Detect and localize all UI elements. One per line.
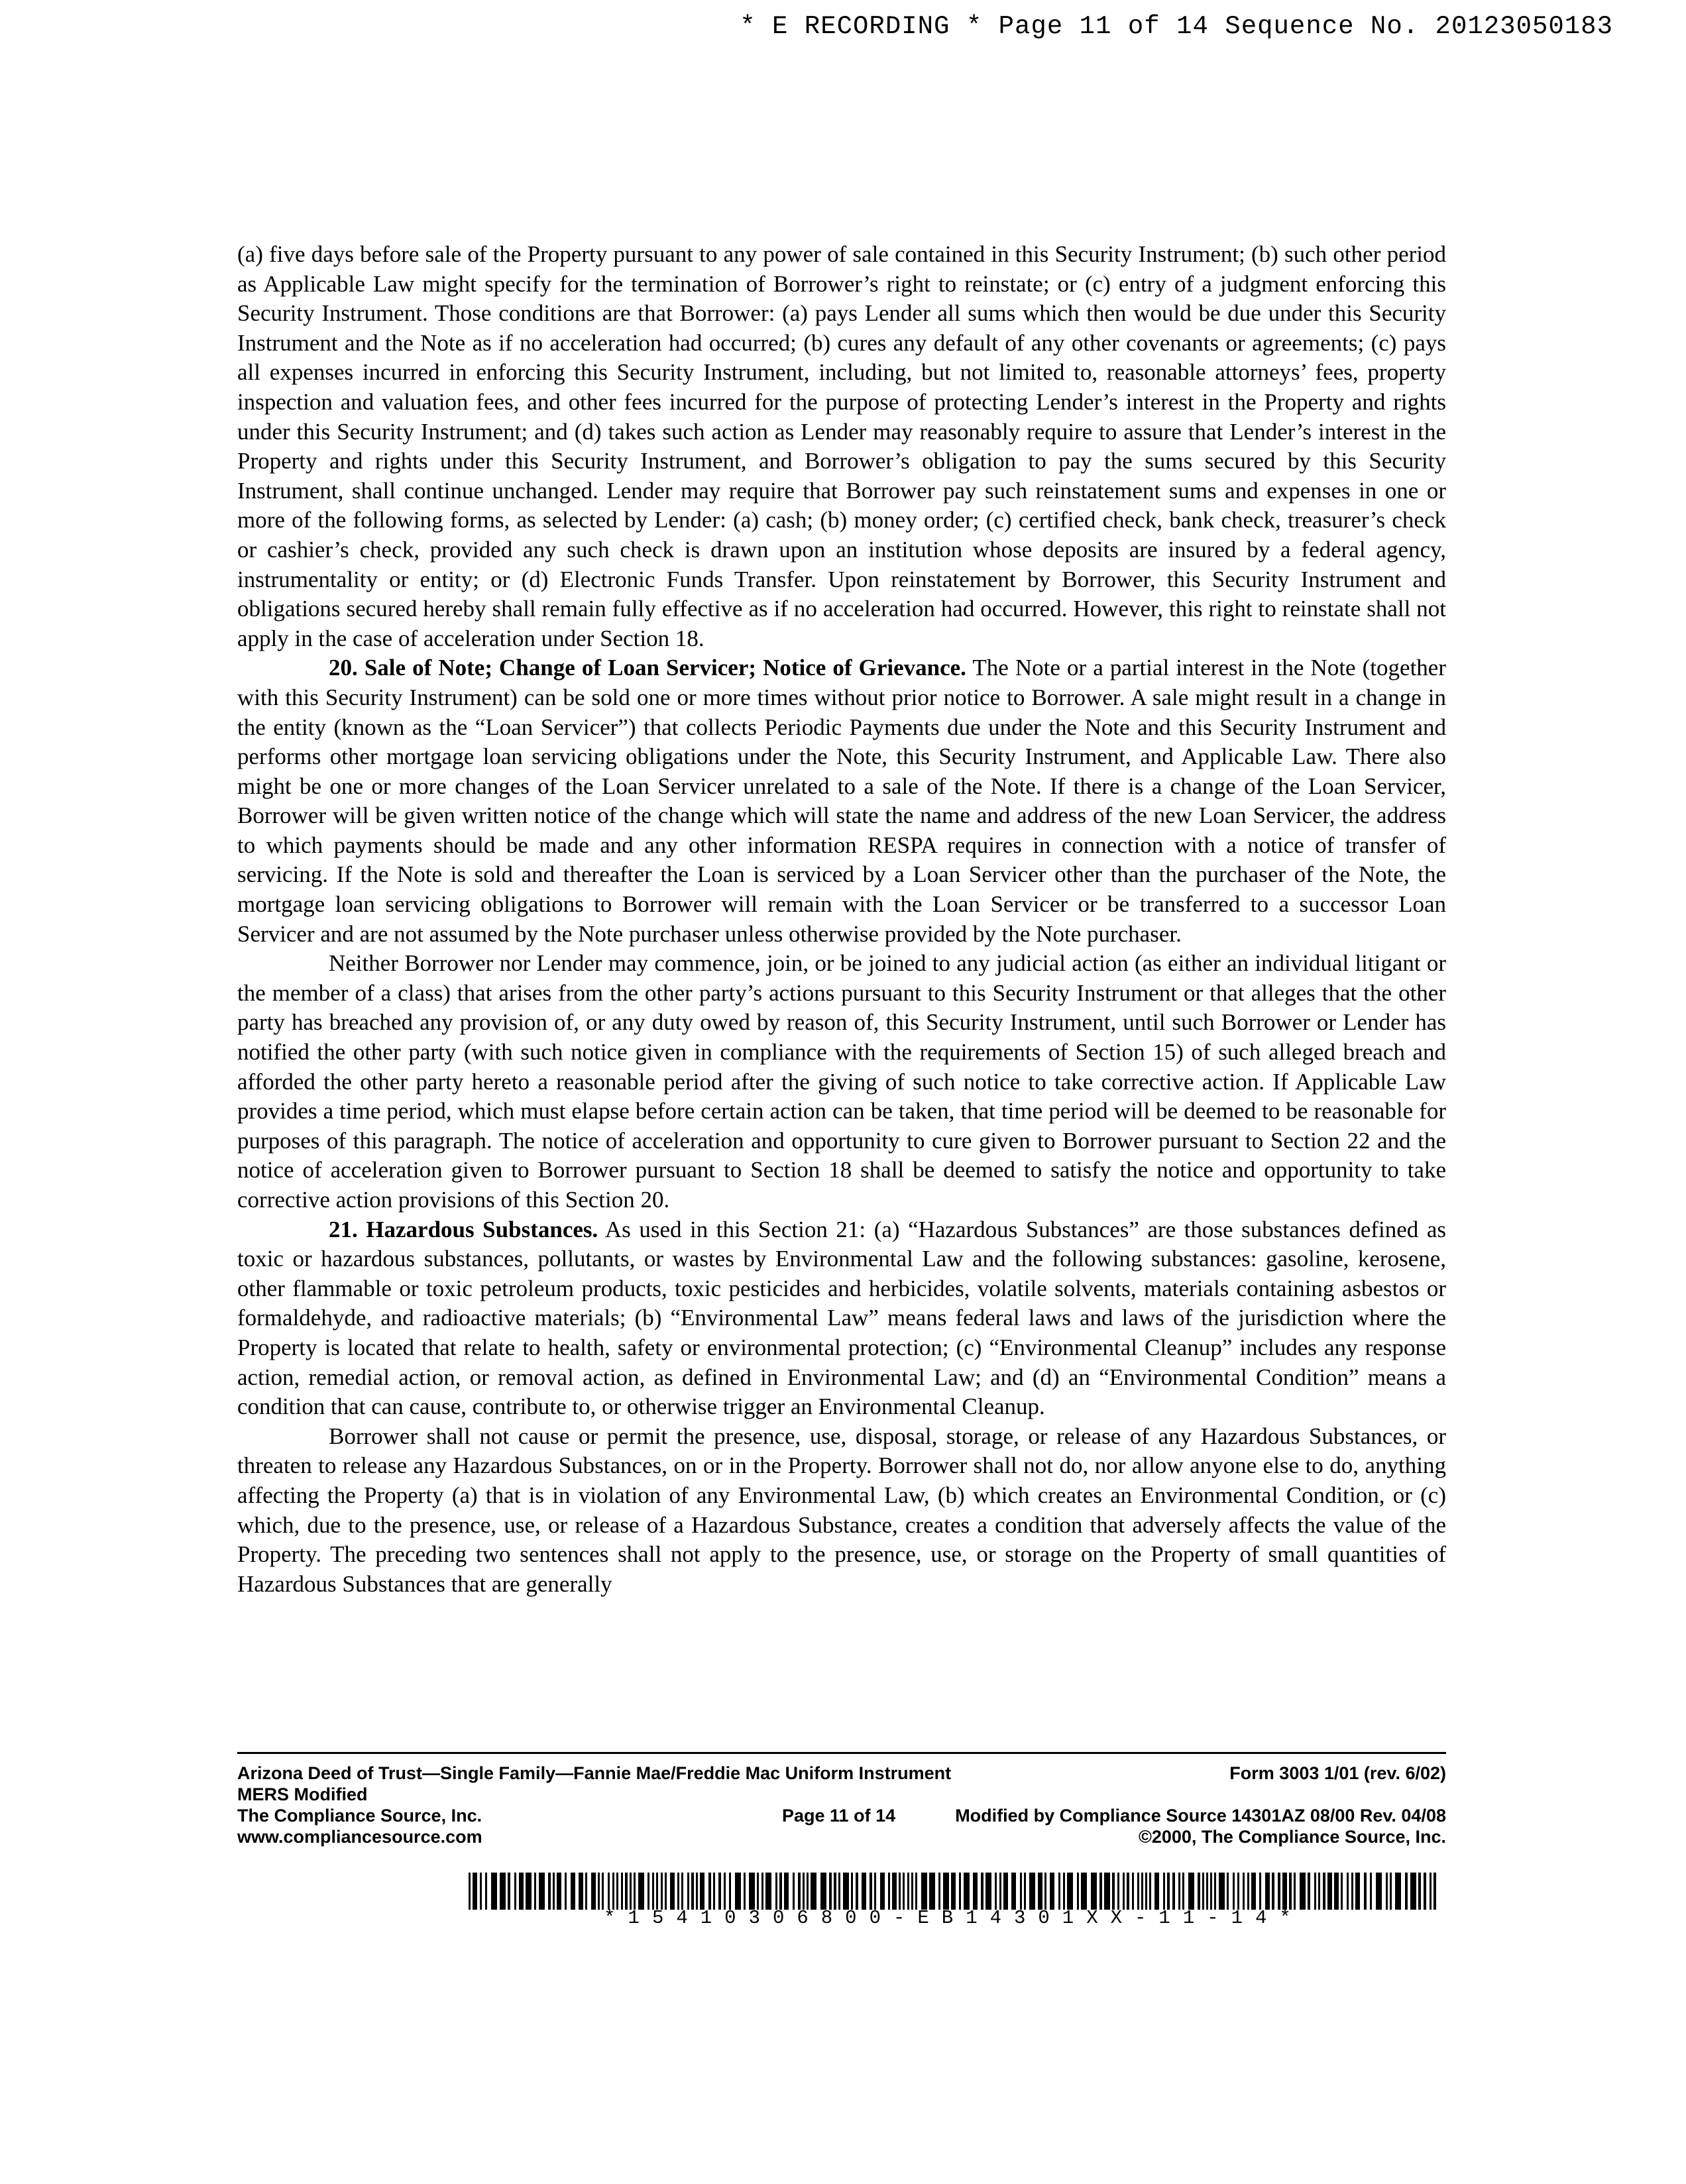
- barcode-bar: [1198, 1873, 1200, 1910]
- barcode-bar: [630, 1873, 632, 1910]
- barcode-bar: [713, 1873, 715, 1910]
- barcode-bar: [784, 1873, 789, 1910]
- document-barcode: [469, 1873, 1439, 1910]
- paragraph-hazardous-restrictions: Borrower shall not cause or permit the presence, use, disposal, storage, or release of any Hazardous Substances, or threaten to release any Hazardous Substances, on or in the Property. Borrower shall not do, nor allow anyone else to do, anything affecting the Property (a) that is in violation of any Environmental Law, (b) which creates an Environmental Condition, or (c) which, due to the presence, use, or release of a Hazardous Substance, creates a condition that adversely affects the value of the Property. The preceding two sentences shall not apply to the presence, use, or storage on the Property of small quantities of Hazardous Substances that are generally: [237, 1423, 1446, 1597]
- barcode-bar: [557, 1873, 561, 1910]
- barcode-bar: [534, 1873, 536, 1910]
- barcode-bar: [677, 1873, 679, 1910]
- barcode-bar: [1405, 1873, 1408, 1910]
- barcode-bar: [1163, 1873, 1165, 1910]
- barcode-bar: [1300, 1873, 1306, 1910]
- modified-note: Modified by Compliance Source 14301AZ 08/00 Rev. 04/08: [955, 1806, 1446, 1826]
- barcode-bar: [724, 1873, 726, 1910]
- barcode-bar: [480, 1873, 482, 1910]
- barcode-bar: [874, 1873, 876, 1910]
- barcode-bar: [951, 1873, 956, 1910]
- barcode-bar: [661, 1873, 663, 1910]
- barcode-bar: [1202, 1873, 1204, 1910]
- mers-note: MERS Modified: [237, 1784, 368, 1804]
- barcode-bar: [691, 1873, 694, 1910]
- barcode-bar: [892, 1873, 897, 1910]
- barcode-bar: [761, 1873, 763, 1910]
- barcode-bar: [1149, 1873, 1151, 1910]
- section-21-paragraph: [237, 1215, 1446, 1422]
- barcode-bar: [888, 1873, 890, 1910]
- section-20-heading: 20. Sale of Note; Change of Loan Servicer; Notice of Grievance.: [329, 655, 966, 681]
- barcode-bar: [915, 1873, 917, 1910]
- barcode-bar: [851, 1873, 853, 1910]
- barcode-bar: [1278, 1873, 1280, 1910]
- barcode-bar: [1424, 1873, 1426, 1910]
- barcode-bar: [811, 1873, 816, 1910]
- company-website: www.compliancesource.com: [237, 1827, 482, 1847]
- barcode-bar: [1395, 1873, 1401, 1910]
- barcode-bar: [1251, 1873, 1256, 1910]
- barcode-bar: [749, 1873, 755, 1910]
- barcode-bar: [1314, 1873, 1316, 1910]
- barcode-bar: [1172, 1873, 1175, 1910]
- barcode-bar: [491, 1873, 497, 1910]
- barcode-bar: [1182, 1873, 1184, 1910]
- barcode-bar: [1058, 1873, 1060, 1910]
- barcode-bar: [1323, 1873, 1325, 1910]
- barcode-bar: [1210, 1873, 1212, 1910]
- section-21-heading: 21. Hazardous Substances.: [329, 1216, 598, 1242]
- copyright-note: ©2000, The Compliance Source, Inc.: [1138, 1827, 1446, 1847]
- barcode-bar: [553, 1873, 555, 1910]
- barcode-bar: [1318, 1873, 1320, 1910]
- section-20-text: The Note or a partial interest in the Note (together with this Security Instrument) can be sold one or more times without prior notice to Borrower. A sale might result in a change in the entity (known as the “Loan Servicer”) that collects Periodic Payments due under the Note and this Security Instrument and performs other mortgage loan servicing obligations under the Note, this Security Instrument, and Applicable Law. There also might be one or more changes of the Loan Servicer unrelated to a sale of the Note. If there is a change of the Loan Servicer, Borrower will be given written notice of the change which will state the name and address of the new Loan Servicer, the address to which payments should be made and any other information RESPA requires in connection with a notice of transfer of servicing. If the Note is sold and thereafter the Loan is serviced by a Loan Servicer other than the purchaser of the Note, the mortgage loan servicing obligations to Borrower will remain with the Loan Servicer or be transferred to a successor Loan Servicer and are not assumed by the Note purchaser unless otherwise provided by the Note purchaser.: [237, 655, 1446, 947]
- barcode-bar: [838, 1873, 840, 1910]
- barcode-bar: [1219, 1873, 1225, 1910]
- paragraph-judicial-action: Neither Borrower nor Lender may commence, join, or be joined to any judicial action (as either an individual litigant or the member of a class) that arises from the other party’s actions pursuant to this Security Instrument or that alleges that the other party has breached any provision of, or any duty owed by reason of, this Security Instrument, until such Borrower or Lender has notified the other party (with such notice given in compliance with the requirements of Section 15) of such alleged breach and afforded the other party hereto a reasonable period after the giving of such notice to take corrective action. If Applicable Law provides a time period, which must elapse before certain action can be taken, that time period will be deemed to be reasonable for purposes of this paragraph. The notice of acceleration and opportunity to cure given to Borrower pursuant to Section 22 and the notice of acceleration given to Borrower pursuant to Section 18 shall be deemed to satisfy the notice and opportunity to take corrective action provisions of this Section 20.: [237, 950, 1446, 1213]
- barcode-bar: [473, 1873, 477, 1910]
- barcode-bar: [1410, 1873, 1416, 1910]
- barcode-bar: [656, 1873, 658, 1910]
- barcode-bar: [1390, 1873, 1392, 1910]
- barcode-bar: [526, 1873, 532, 1910]
- barcode-bar: [687, 1873, 689, 1910]
- barcode-bar: [1243, 1873, 1245, 1910]
- barcode-bar: [652, 1873, 654, 1910]
- barcode-caption: *15410306800-EB14301XX-11-14*: [604, 1907, 1304, 1929]
- barcode-bar: [735, 1873, 741, 1910]
- barcode-bar: [964, 1873, 970, 1910]
- barcode-bar: [779, 1873, 782, 1910]
- barcode-bar: [1137, 1873, 1139, 1910]
- barcode-bar: [1376, 1873, 1382, 1910]
- barcode-bar: [1355, 1873, 1360, 1910]
- barcode-bar: [1141, 1873, 1143, 1910]
- barcode-bar: [508, 1873, 510, 1910]
- barcode-bar: [1351, 1873, 1353, 1910]
- footer-right: [955, 1763, 1446, 1847]
- barcode-bar: [1044, 1873, 1046, 1910]
- barcode-bar: [548, 1873, 551, 1910]
- barcode-bar: [621, 1873, 623, 1910]
- barcode-bar: [700, 1873, 704, 1910]
- barcode-bar: [798, 1873, 801, 1910]
- barcode-bar: [485, 1873, 487, 1910]
- barcode-bar: [585, 1873, 587, 1910]
- barcode-bar: [729, 1873, 731, 1910]
- barcode-bar: [565, 1873, 567, 1910]
- barcode-bar: [938, 1873, 940, 1910]
- barcode-bar: [1117, 1873, 1119, 1910]
- barcode-bar: [1112, 1873, 1115, 1910]
- recording-stamp: * E RECORDING * Page 11 of 14 Sequence No. 20123050183: [740, 12, 1613, 41]
- barcode-bar: [1145, 1873, 1147, 1910]
- barcode-bar: [1370, 1873, 1372, 1910]
- barcode-bar: [1418, 1873, 1421, 1910]
- barcode-bar: [1178, 1873, 1180, 1910]
- barcode-bar: [775, 1873, 777, 1910]
- barcode-bar: [608, 1873, 610, 1910]
- barcode-bar: [1050, 1873, 1054, 1910]
- barcode-bar: [1347, 1873, 1349, 1910]
- barcode-bar: [981, 1873, 984, 1910]
- barcode-bar: [616, 1873, 618, 1910]
- barcode-bar: [829, 1873, 832, 1910]
- form-title: Arizona Deed of Trust—Single Family—Fannie Mae/Freddie Mac Uniform Instrument: [237, 1763, 952, 1783]
- barcode-bar: [1364, 1873, 1367, 1910]
- barcode-bar: [634, 1873, 636, 1910]
- barcode-bar: [514, 1873, 516, 1910]
- barcode-bar: [834, 1873, 836, 1910]
- barcode-bar: [1188, 1873, 1194, 1910]
- barcode-bar: [1067, 1873, 1073, 1910]
- barcode-bar: [1282, 1873, 1287, 1910]
- barcode-bar: [1132, 1873, 1134, 1910]
- document-body: [237, 240, 1446, 1599]
- barcode-bar: [862, 1873, 866, 1910]
- barcode-bar: [1038, 1873, 1042, 1910]
- barcode-bar: [1003, 1873, 1008, 1910]
- form-footer: [237, 1763, 1446, 1869]
- barcode-bar: [903, 1873, 905, 1910]
- barcode-bar: [638, 1873, 644, 1910]
- barcode-bar: [1011, 1873, 1016, 1910]
- barcode-bar: [820, 1873, 826, 1910]
- barcode-bar: [943, 1873, 949, 1910]
- barcode-bar: [591, 1873, 596, 1910]
- barcode-bar: [807, 1873, 809, 1910]
- barcode-bar: [708, 1873, 711, 1910]
- barcode-bar: [1259, 1873, 1261, 1910]
- barcode-bar: [1154, 1873, 1159, 1910]
- barcode-bar: [1206, 1873, 1208, 1910]
- barcode-bar: [959, 1873, 961, 1910]
- form-number: Form 3003 1/01 (rev. 6/02): [1229, 1763, 1446, 1783]
- barcode-bar: [765, 1873, 771, 1910]
- barcode-bar: [1289, 1873, 1292, 1910]
- barcode-bar: [670, 1873, 675, 1910]
- barcode-bar: [1029, 1873, 1035, 1910]
- barcode-bar: [1091, 1873, 1097, 1910]
- barcode-bar: [1308, 1873, 1310, 1910]
- barcode-bar: [1334, 1873, 1339, 1910]
- barcode-bar: [973, 1873, 978, 1910]
- barcode-bar: [757, 1873, 759, 1910]
- footer-page-number: Page 11 of 14: [782, 1806, 896, 1826]
- barcode-bar: [1227, 1873, 1229, 1910]
- barcode-bar: [602, 1873, 604, 1910]
- barcode-bar: [1024, 1873, 1026, 1910]
- barcode-bar: [803, 1873, 805, 1910]
- barcode-bar: [921, 1873, 927, 1910]
- barcode-bar: [1167, 1873, 1170, 1910]
- barcode-bar: [500, 1873, 506, 1910]
- barcode-bar: [1265, 1873, 1270, 1910]
- section-20-paragraph: [237, 653, 1446, 949]
- footer-divider: [237, 1752, 1446, 1754]
- barcode-bar: [612, 1873, 614, 1910]
- barcode-bar: [1430, 1873, 1432, 1910]
- barcode-bar: [571, 1873, 575, 1910]
- barcode-bar: [1294, 1873, 1296, 1910]
- barcode-bar: [1247, 1873, 1249, 1910]
- paragraph-reinstatement-conditions: (a) five days before sale of the Property pursuant to any power of sale contained in this Security Instrument; (b) such other period as Applicable Law might specify for the termination of Borrower’s right to reinstate; or (c) entry of a judgment enforcing this Security Instrument. Those conditions are that Borrower: (a) pays Lender all sums which then would be due under this Security Instrument and the Note as if no acceleration had occurred; (b) cures any default of any other covenants or agreements; (c) pays all expenses incurred in enforcing this Security Instrument, including, but not limited to, reasonable attorneys’ fees, property inspection and valuation fees, and other fees incurred for the purpose of protecting Lender’s interest in the Property and rights under this Security Instrument; and (d) takes such action as Lender may reasonably require to assure that Lender’s interest in the Property and rights under this Security Instrument, and Borrower’s obligation to pay the sums secured by this Security Instrument, shall continue unchanged. Lender may require that Borrower pay such reinstatement sums and expenses in one or more of the following forms, as selected by Lender: (a) cash; (b) money order; (c) certified check, bank check, treasurer’s check or cashier’s check, provided any such check is drawn upon an institution whose deposits are insured by a federal agency, instrumentality or entity; or (d) Electronic Funds Transfer. Upon reinstatement by Borrower, this Security Instrument and obligations secured hereby shall remain fully effective as if no acceleration had occurred. However, this right to reinstate shall not apply in the case of acceleration under Section 18.: [237, 241, 1446, 651]
- barcode-bar: [665, 1873, 667, 1910]
- barcode-bar: [469, 1873, 471, 1910]
- barcode-bar: [907, 1873, 909, 1910]
- barcode-bar: [1104, 1873, 1110, 1910]
- barcode-bar: [1272, 1873, 1274, 1910]
- barcode-bar: [625, 1873, 628, 1910]
- barcode-bar: [1433, 1873, 1436, 1910]
- barcode-bar: [1099, 1873, 1102, 1910]
- barcode-bar: [1341, 1873, 1343, 1910]
- barcode-bar: [718, 1873, 721, 1910]
- barcode-bar: [598, 1873, 600, 1910]
- barcode-bar: [843, 1873, 849, 1910]
- barcode-bar: [647, 1873, 649, 1910]
- barcode-bar: [1081, 1873, 1087, 1910]
- barcode-bar: [929, 1873, 935, 1910]
- barcode-bar: [793, 1873, 795, 1910]
- barcode-bar: [1214, 1873, 1216, 1910]
- section-21-text: As used in this Section 21: (a) “Hazardous Substances” are those substances defined as toxic or hazardous substances, pollutants, or wastes by Environmental Law and the following substances: gasoline, kerosene, other flammable or toxic petroleum products, toxic pesticides and herbicides, volatile solvents, materials containing asbestos or formaldehyde, and radioactive materials; (b) “Environmental Law” means federal laws and laws of the jurisdiction where the Property is located that relate to health, safety or environmental protection; (c) “Environmental Cleanup” includes any response action, remedial action, or removal action, as defined in Environmental Law; and (d) an “Environmental Condition” means a condition that can cause, contribute to, or otherwise trigger an Environmental Cleanup.: [237, 1216, 1447, 1420]
- barcode-bar: [1020, 1873, 1022, 1910]
- company-name: The Compliance Source, Inc.: [237, 1806, 482, 1826]
- barcode-bar: [1386, 1873, 1388, 1910]
- barcode-bar: [1063, 1873, 1065, 1910]
- barcode-bar: [856, 1873, 858, 1910]
- barcode-bar: [1233, 1873, 1235, 1910]
- barcode-bar: [744, 1873, 746, 1910]
- barcode-bar: [1237, 1873, 1239, 1910]
- barcode-bar: [696, 1873, 698, 1910]
- barcode-bar: [1127, 1873, 1129, 1910]
- barcode-bar: [1077, 1873, 1079, 1910]
- barcode-bar: [539, 1873, 545, 1910]
- barcode-bar: [985, 1873, 991, 1910]
- barcode-bar: [899, 1873, 901, 1910]
- barcode-bar: [911, 1873, 913, 1910]
- barcode-bar: [870, 1873, 872, 1910]
- barcode-bar: [579, 1873, 583, 1910]
- barcode-bar: [1123, 1873, 1125, 1910]
- barcode-bar: [519, 1873, 524, 1910]
- barcode-bar: [681, 1873, 683, 1910]
- barcode-bar: [880, 1873, 885, 1910]
- barcode-bar: [999, 1873, 1001, 1910]
- barcode-bar: [995, 1873, 997, 1910]
- barcode-bar: [1327, 1873, 1332, 1910]
